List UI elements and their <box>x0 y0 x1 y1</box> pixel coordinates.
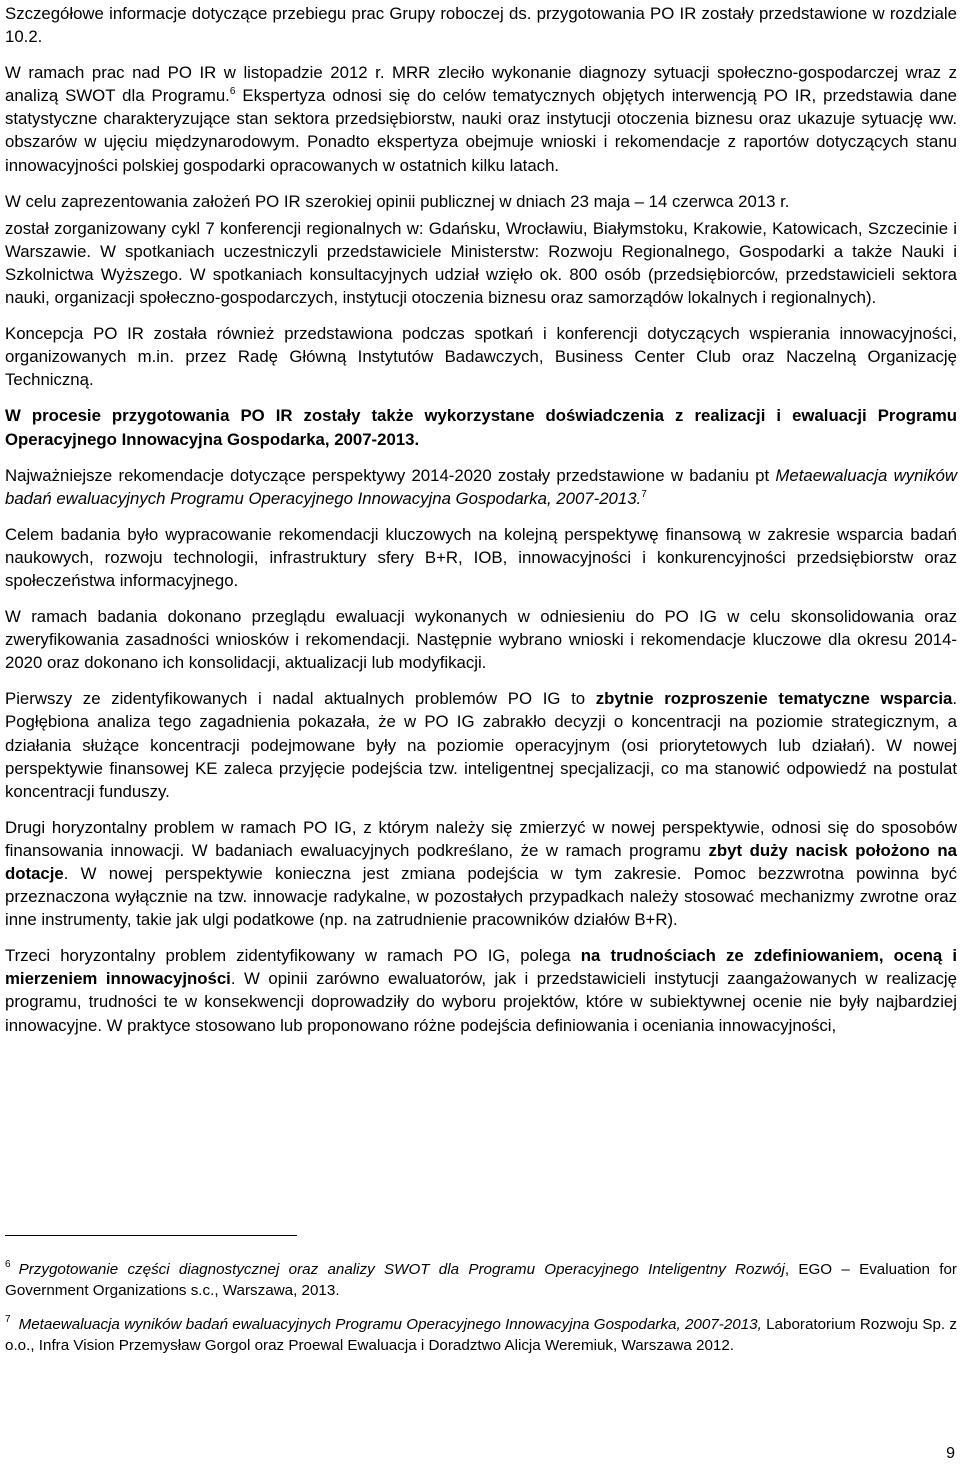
footnote-6-title: Przygotowanie części diagnostycznej oraz analizy SWOT dla Programu Operacyjnego Inteligentny Rozwój <box>18 1261 785 1278</box>
footnote-6 <box>5 1260 957 1301</box>
paragraph-evaluation-review: W ramach badania dokonano przeglądu ewaluacji wykonanych w odniesieniu do PO IG w celu skonsolidowania oraz zweryfikowania zasadności wniosków i rekomendacji. Następnie wybrano wnioski i rekomendacje kluczowe dla okresu 2014-2020 oraz dokonano ich konsolidacji, aktualizacji lub modyfikacji. <box>5 607 957 673</box>
paragraph-recommendations-text: Najważniejsze rekomendacje dotyczące perspektywy 2014-2020 zostały przedstawione w badaniu pt <box>5 465 776 485</box>
first-problem-highlight: zbytnie rozproszenie tematyczne wsparcia <box>595 689 953 709</box>
paragraph-first-problem <box>5 687 957 802</box>
paragraph-study-goal: Celem badania było wypracowanie rekomendacji kluczowych na kolejną perspektywę finansową w zakresie wsparcia badań naukowych, rozwoju technologii, infrastruktury sfery B+R, IOB, innowacyjności i konkurencyjności przedsiębiorstw oraz społeczeństwa informacyjnego. <box>5 524 957 590</box>
footnote-separator <box>5 1235 297 1236</box>
second-problem-text-a: Drugi horyzontalny problem w ramach PO IG, z którym należy się zmierzyć w nowej perspektywie, odnosi się do sposobów finansowania innowacji. W badaniach ewaluacyjnych podkreślano, że w ramach programu <box>5 817 957 860</box>
third-problem-highlight: na trudnościach ze zdefiniowaniem, oceną i mierzeniem innowacyjności <box>5 946 957 989</box>
first-problem-text-b: . Pogłębiona analiza tego zagadnienia pokazała, że w PO IG zabrakło decyzji o koncentracji na poziomie strategicznym, a działania służące koncentracji podejmowane były na poziomie operacyjnym (osi priorytetowych lub działań). W nowej perspektywie finansowej KE zaleca przyjęcie podejścia tzw. inteligentnej specjalizacji, co ma stanowić odpowiedź na postulat koncentracji funduszy. <box>5 689 957 801</box>
footnote-6-text: , EGO – Evaluation for Government Organizations s.c., Warszawa, 2013. <box>5 1261 957 1299</box>
paragraph-conferences: został zorganizowany cykl 7 konferencji regionalnych w: Gdańsku, Wrocławiu, Białymstoku, Krakowie, Katowicach, Szczecinie i Warszawie. W spotkaniach uczestniczyli przedstawiciele Ministerstw: Rozwoju Regionalnego, Gospodarki a także Nauki i Szkolnictwa Wyższego. W spotkaniach konsultacyjnych udział wzięło ok. 800 osób (przedsiębiorców, przedstawicieli sektora nauki, organizacji społeczno-gospodarczych, instytucji otoczenia biznesu oraz samorządów lokalnych i regionalnych). <box>5 218 957 308</box>
paragraph-swot-diagnosis <box>5 61 957 176</box>
paragraph-conferences-intro: W celu zaprezentowania założeń PO IR szerokiej opinii publicznej w dniach 23 maja – 14 czerwca 2013 r. <box>5 191 790 211</box>
footnote-7-text: Laboratorium Rozwoju Sp. z o.o., Infra Vision Przemysław Gorgol oraz Proewal Ewaluacja i Doradztwo Alicja Weremiuk, Warszawa 2012. <box>5 1316 958 1354</box>
paragraph-recommendations <box>5 464 957 510</box>
paragraph-swot-text-b: Ekspertyza odnosi się do celów tematycznych objętych interwencją PO IR, przedstawia dane statystyczne charakteryzujące stan sektora przedsiębiorstw, nauki oraz instytucji otoczenia biznesu oraz ukazuje sytuację ww. obszarów w ujęciu międzynarodowym. Ponadto ekspertyza obejmuje wnioski i rekomendacje z raportów dotyczących stanu innowacyjności polskiej gospodarki opracowanych w ostatnich kilku latach. <box>5 86 957 175</box>
second-problem-text-b: . W nowej perspektywie konieczna jest zmiana podejścia w tym zakresie. Pomoc bezzwrotna powinna być przeznaczona wyłącznie na tzw. innowacje radykalne, w pozostałych przypadkach należy stosować mechanizmy zwrotne oraz inne instrumenty, takie jak ulgi podatkowe (np. na zatrudnienie pracowników działów B+R). <box>5 864 957 930</box>
paragraph-second-problem <box>5 816 957 931</box>
paragraph-concept-presented: Koncepcja PO IR została również przedstawiona podczas spotkań i konferencji dotyczących wspierania innowacyjności, organizowanych m.in. przez Radę Główną Instytutów Badawczych, Business Center Club oraz Naczelną Organizację Techniczną. <box>5 324 957 390</box>
first-problem-text-a: Pierwszy ze zidentyfikowanych i nadal aktualnych problemów PO IG to <box>5 689 596 709</box>
paragraph-workgroup-info: Szczegółowe informacje dotyczące przebiegu prac Grupy roboczej ds. przygotowania PO IR zostały przedstawione w rozdziale 10.2. <box>5 4 957 47</box>
footnotes <box>5 1260 957 1370</box>
paragraph-swot-text-a: W ramach prac nad PO IR w listopadzie 2012 r. MRR zleciło wykonanie diagnozy sytuacji społeczno-gospodarczej wraz z analizą SWOT dla Programu. <box>5 63 957 106</box>
footnote-ref-7[interactable]: 7 <box>641 488 647 500</box>
third-problem-text-b: . W opinii zarówno ewaluatorów, jak i przedstawicieli instytucji zaangażowanych w realizację programu, trudności te w konsekwencji doprowadziły do wyboru projektów, które w subiektywnej ocenie nie były najbardziej innowacyjne. W praktyce stosowano lub proponowano różne podejścia definiowania i oceniania innowacyjności, <box>5 969 957 1035</box>
footnote-7-title: Metaewaluacja wyników badań ewaluacyjnych Programu Operacyjnego Innowacyjna Gospodarka, 2007-2013, <box>18 1316 762 1333</box>
second-problem-highlight: zbyt duży nacisk położono na dotacje <box>5 840 958 883</box>
footnote-7 <box>5 1315 957 1356</box>
paragraph-poig-experience-heading: W procesie przygotowania PO IR zostały także wykorzystane doświadczenia z realizacji i ewaluacji Programu Operacyjnego Innowacyjna Gospodarka, 2007-2013. <box>5 406 957 449</box>
third-problem-text-a: Trzeci horyzontalny problem zidentyfikowany w ramach PO IG, polega <box>5 946 581 966</box>
paragraph-third-problem <box>5 944 957 1036</box>
footnote-number-7: 7 <box>5 1314 11 1325</box>
page-number: 9 <box>946 1445 955 1462</box>
footnote-ref-6[interactable]: 6 <box>229 86 236 98</box>
document-page <box>5 2 957 1050</box>
footnote-number-6: 6 <box>5 1259 11 1270</box>
study-title: Metaewaluacja wyników badań ewaluacyjnych Programu Operacyjnego Innowacyjna Gospodarka, 2007-2013. <box>5 465 958 508</box>
